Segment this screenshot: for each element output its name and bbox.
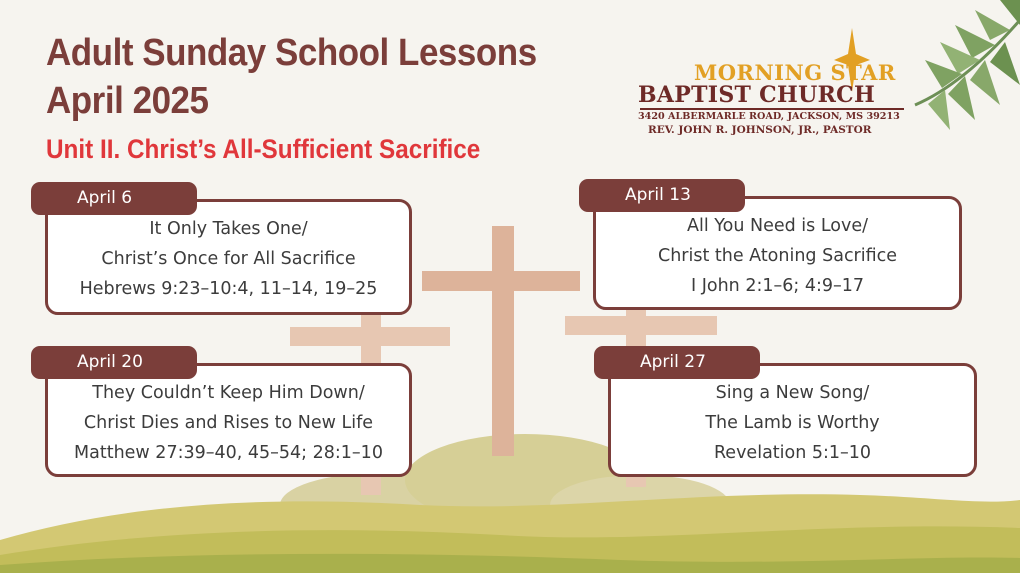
lesson-subtitle: The Lamb is Worthy <box>705 413 880 433</box>
church-address: 3420 ALBERMARLE ROAD, JACKSON, MS 39213 <box>638 111 900 122</box>
lesson-card-april-20 <box>45 363 412 477</box>
church-name-line1: MORNING STAR <box>694 60 896 85</box>
lesson-title: They Couldn’t Keep Him Down/ <box>92 383 365 403</box>
church-pastor: REV. JOHN R. JOHNSON, JR., PASTOR <box>648 124 872 136</box>
lesson-title: All You Need is Love/ <box>687 216 868 236</box>
lesson-date-tab: April 27 <box>594 346 760 379</box>
church-name-line2: BAPTIST CHURCH <box>638 82 876 108</box>
lesson-date-tab: April 20 <box>31 346 197 379</box>
lesson-subtitle: Christ’s Once for All Sacrifice <box>101 249 356 269</box>
lesson-scripture: Hebrews 9:23–10:4, 11–14, 19–25 <box>79 279 378 299</box>
lesson-scripture: Matthew 27:39–40, 45–54; 28:1–10 <box>74 443 383 463</box>
page-title-line1: Adult Sunday School Lessons <box>46 32 537 74</box>
logo-divider <box>640 108 904 110</box>
page-title-line2: April 2025 <box>46 80 209 122</box>
lesson-card-april-27 <box>608 363 977 477</box>
lesson-title: It Only Takes One/ <box>149 219 308 239</box>
unit-subtitle: Unit II. Christ’s All-Sufficient Sacrifice <box>46 134 481 164</box>
lesson-scripture: Revelation 5:1–10 <box>713 443 872 463</box>
church-logo <box>636 28 906 138</box>
lesson-card-april-13 <box>593 196 962 310</box>
lesson-subtitle: Christ Dies and Rises to New Life <box>83 413 374 433</box>
lesson-date-tab: April 6 <box>31 182 197 215</box>
lesson-date-tab: April 13 <box>579 179 745 212</box>
palm-leaf-illustration <box>915 0 1020 130</box>
lesson-subtitle: Christ the Atoning Sacrifice <box>657 246 898 266</box>
lesson-card-april-6 <box>45 199 412 315</box>
lesson-title: Sing a New Song/ <box>715 383 870 403</box>
lesson-scripture: I John 2:1–6; 4:9–17 <box>690 276 865 296</box>
grass-hill-illustration <box>0 494 1020 573</box>
